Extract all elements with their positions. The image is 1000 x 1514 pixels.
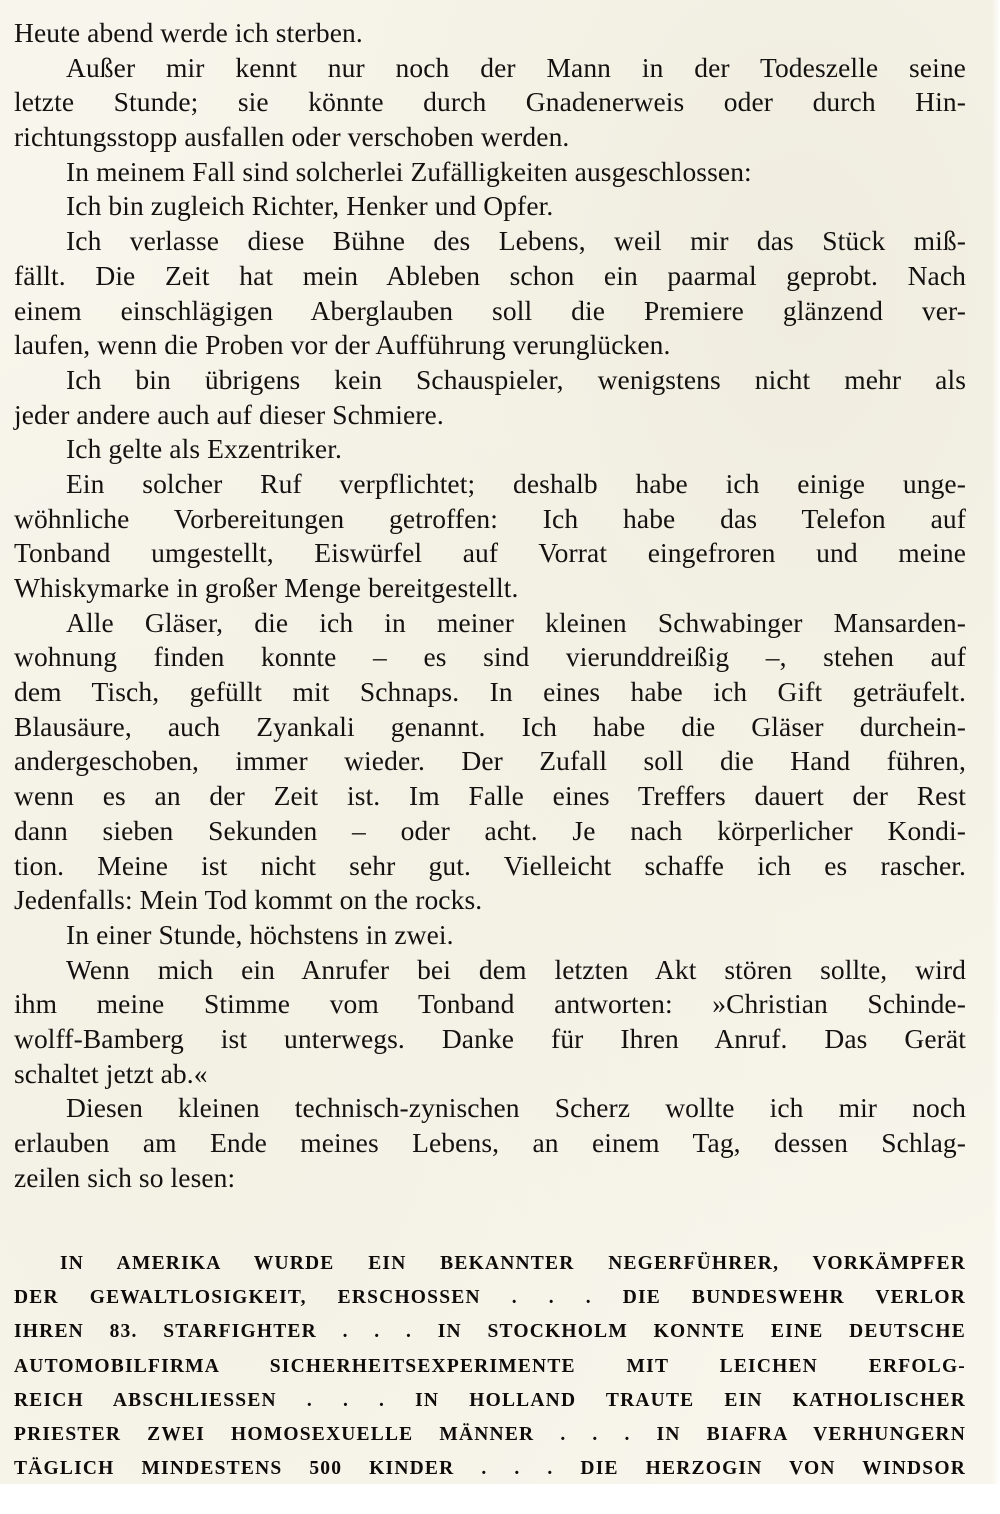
text-line: Wenn mich ein Anrufer bei dem letzten Akt stören sollte, wird — [66, 953, 966, 985]
text-line: Tonband umgestellt, Eiswürfel auf Vorrat eingefroren und meine — [14, 537, 966, 569]
text-line: zeilen sich so lesen: — [14, 1161, 236, 1193]
text-line: andergeschoben, immer wieder. Der Zufall soll die Hand führen, — [14, 745, 966, 777]
text-line: letzte Stunde; sie könnte durch Gnadenerweis oder durch Hin- — [14, 86, 966, 118]
headline-line: PRIESTER ZWEI HOMOSEXUELLE MÄNNER . . . IN BIAFRA VERHUNGERN — [14, 1423, 966, 1445]
text-line: dem Tisch, gefüllt mit Schnaps. In eines habe ich Gift geträufelt. — [14, 676, 966, 708]
text-line: fällt. Die Zeit hat mein Ableben schon ein paarmal geprobt. Nach — [14, 259, 966, 291]
text-line: richtungsstopp ausfallen oder verschoben werden. — [14, 121, 570, 153]
text-line: erlauben am Ende meines Lebens, an einem Tag, dessen Schlag- — [14, 1127, 966, 1158]
headlines-block — [14, 1247, 966, 1486]
text-line: Außer mir kennt nur noch der Mann in der Todeszelle seine — [66, 51, 966, 83]
headline-line: IHREN 83. STARFIGHTER . . . IN STOCKHOLM KONNTE EINE DEUTSCHE — [14, 1321, 966, 1343]
body-text — [14, 16, 966, 1195]
text-line: Whiskymarke in großer Menge bereitgestellt. — [14, 572, 519, 603]
text-line: Ich bin übrigens kein Schauspieler, wenigstens nicht mehr als — [66, 363, 966, 395]
text-line: ihm meine Stimme vom Tonband antworten: »Christian Schinde- — [14, 988, 966, 1020]
text-line: wöhnliche Vorbereitungen getroffen: Ich habe das Telefon auf — [14, 502, 966, 534]
text-line: dann sieben Sekunden – oder acht. Je nach körperlicher Kondi- — [14, 814, 966, 846]
text-line: In einer Stunde, höchstens in zwei. — [66, 918, 454, 950]
text-line: Diesen kleinen technisch-zynischen Scherz wollte ich mir noch — [66, 1092, 966, 1124]
headline-line: AUTOMOBILFIRMA SICHERHEITSEXPERIMENTE MIT LEICHEN ERFOLG- — [14, 1355, 966, 1377]
text-line: laufen, wenn die Proben vor der Aufführung verunglücken. — [14, 329, 671, 361]
text-line: tion. Meine ist nicht sehr gut. Vielleicht schaffe ich es rascher. — [14, 849, 966, 881]
text-line: Ich verlasse diese Bühne des Lebens, weil mir das Stück miß- — [66, 225, 966, 257]
text-line: Ich gelte als Exzentriker. — [66, 433, 342, 465]
text-line: wenn es an der Zeit ist. Im Falle eines Treffers dauert der Rest — [14, 780, 966, 812]
text-line: In meinem Fall sind solcherlei Zufälligkeiten ausgeschlossen: — [66, 155, 752, 187]
text-line: Jedenfalls: Mein Tod kommt on the rocks. — [14, 884, 483, 916]
headline-line: TÄGLICH MINDESTENS 500 KINDER . . . DIE HERZOGIN VON WINDSOR — [14, 1458, 966, 1480]
text-line: Ich bin zugleich Richter, Henker und Opfer. — [66, 190, 554, 222]
text-line: Heute abend werde ich sterben. — [14, 17, 363, 48]
headline-line: REICH ABSCHLIESSEN . . . IN HOLLAND TRAUTE EIN KATHOLISCHER — [14, 1389, 966, 1411]
text-line: Alle Gläser, die ich in meiner kleinen Schwabinger Mansarden- — [66, 606, 966, 638]
text-line: jeder andere auch auf dieser Schmiere. — [14, 398, 444, 430]
text-line: schaltet jetzt ab.« — [14, 1057, 208, 1089]
text-line: wohnung finden konnte – es sind vierunddreißig –, stehen auf — [14, 641, 966, 673]
text-line: Ein solcher Ruf verpflichtet; deshalb habe ich einige unge- — [66, 467, 966, 499]
text-line: wolff-Bamberg ist unterwegs. Danke für Ihren Anruf. Das Gerät — [14, 1022, 966, 1054]
headline-line: IN AMERIKA WURDE EIN BEKANNTER NEGERFÜHRER, VORKÄMPFER — [60, 1253, 966, 1274]
headline-line: DER GEWALTLOSIGKEIT, ERSCHOSSEN . . . DIE BUNDESWEHR VERLOR — [14, 1287, 966, 1309]
page-edge-bottom — [0, 1484, 1000, 1514]
page-edge-right — [992, 0, 1000, 1514]
text-line: Blausäure, auch Zyankali genannt. Ich habe die Gläser durchein- — [14, 710, 966, 742]
text-line: einem einschlägigen Aberglauben soll die Premiere glänzend ver- — [14, 294, 966, 326]
